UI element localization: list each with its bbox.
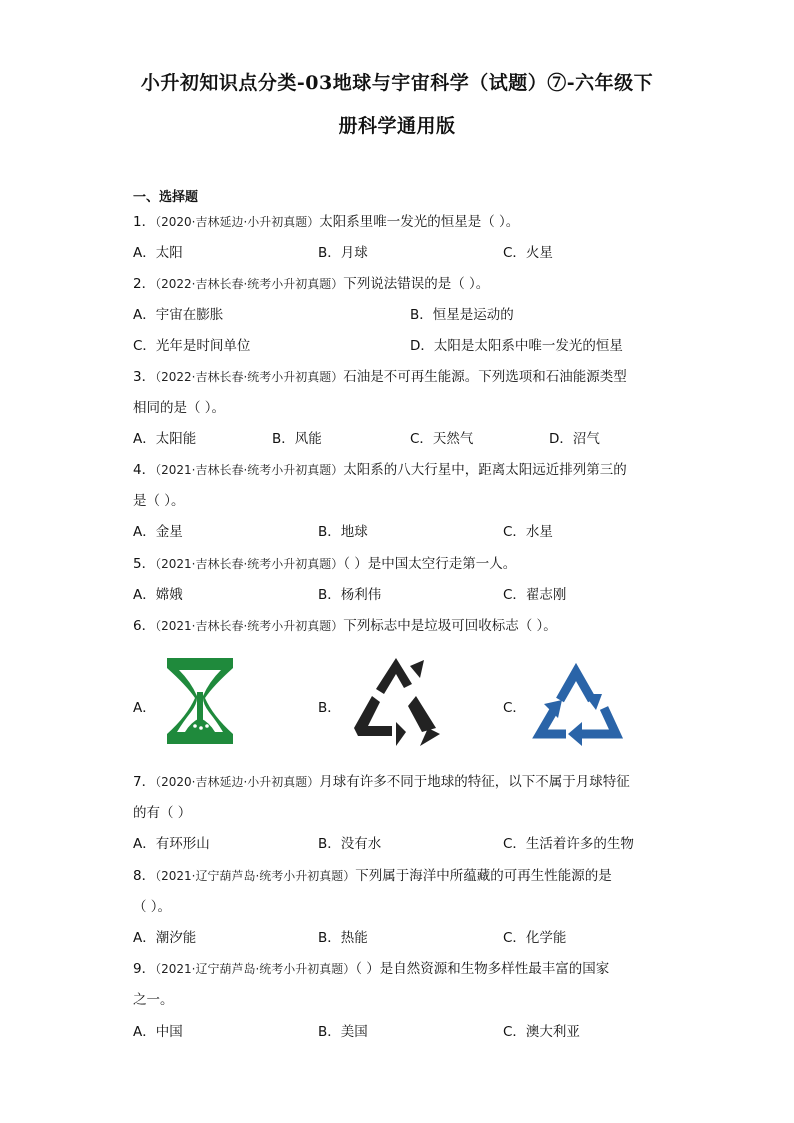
q2-option-c: C．光年是时间单位: [133, 338, 251, 354]
question-5: [133, 554, 516, 574]
q3-option-b: B．风能: [272, 431, 322, 447]
question-4-continued: 是（ ）。: [133, 493, 185, 509]
q6-option-a: A．: [133, 700, 156, 716]
question-text: 下列属于海洋中所蕴藏的可再生性能源的是: [355, 868, 612, 884]
q7-option-a: A．有环形山: [133, 836, 210, 852]
question-text: 下列说法错误的是（ ）。: [343, 276, 490, 292]
q7-option-c: C．生活着许多的生物: [503, 836, 634, 852]
question-number: 3．: [133, 369, 156, 385]
question-9: [133, 959, 609, 979]
question-8-continued: （ ）。: [133, 899, 172, 915]
question-number: 9．: [133, 961, 156, 977]
q1-option-c: C．火星: [503, 245, 553, 261]
question-source: （2020·吉林延边·小升初真题）: [155, 215, 320, 229]
q5-option-b: B．杨利伟: [318, 587, 382, 603]
q3-option-a: A．太阳能: [133, 431, 197, 447]
q1-option-b: B．月球: [318, 245, 368, 261]
question-text: 下列标志中是垃圾可回收标志（ ）。: [343, 618, 557, 634]
q8-option-b: B．热能: [318, 930, 368, 946]
question-source: （2022·吉林长春·统考小升初真题）: [155, 370, 344, 384]
q6-option-c: C．: [503, 700, 526, 716]
question-text: 太阳系里唯一发光的恒星是（ ）。: [319, 214, 520, 230]
question-3: [133, 367, 627, 387]
question-text: 月球有许多不同于地球的特征，以下不属于月球特征: [319, 774, 630, 790]
q2-option-b: B．恒星是运动的: [410, 307, 514, 323]
question-2: [133, 274, 489, 294]
page-title-line2: 册科学通用版: [338, 115, 456, 137]
q9-option-a: A．中国: [133, 1024, 183, 1040]
q3-option-d: D．沼气: [549, 431, 600, 447]
black-recycle-icon: [350, 656, 442, 748]
question-number: 4．: [133, 462, 156, 478]
question-number: 2．: [133, 276, 156, 292]
question-3-continued: 相同的是（ ）。: [133, 400, 226, 416]
question-source: （2021·吉林长春·统考小升初真题）: [155, 463, 344, 477]
question-7: [133, 772, 630, 792]
question-number: 5．: [133, 556, 156, 572]
q2-option-a: A．宇宙在膨胀: [133, 307, 224, 323]
blue-recycle-icon: [530, 660, 628, 750]
q3-option-c: C．天然气: [410, 431, 474, 447]
q4-option-a: A．金星: [133, 524, 183, 540]
q7-option-b: B．没有水: [318, 836, 382, 852]
q5-option-a: A．嫦娥: [133, 587, 183, 603]
question-source: （2020·吉林延边·小升初真题）: [155, 775, 320, 789]
question-text: 太阳系的八大行星中，距离太阳远近排列第三的: [343, 462, 627, 478]
question-9-continued: 之一。: [133, 992, 174, 1008]
section-heading: 一、选择题: [133, 190, 199, 205]
question-number: 6．: [133, 618, 156, 634]
question-6: [133, 616, 557, 636]
q9-option-b: B．美国: [318, 1024, 368, 1040]
question-source: （2021·辽宁葫芦岛·统考小升初真题）: [155, 962, 356, 976]
q4-option-c: C．水星: [503, 524, 553, 540]
q4-option-b: B．地球: [318, 524, 368, 540]
question-8: [133, 866, 612, 886]
question-text: （ ）是中国太空行走第一人。: [343, 556, 517, 572]
page-title-line1: 小升初知识点分类-03地球与宇宙科学（试题）⑦-六年级下: [140, 72, 654, 94]
question-source: （2021·吉林长春·统考小升初真题）: [155, 619, 344, 633]
q2-option-d: D．太阳是太阳系中唯一发光的恒星: [410, 338, 623, 354]
question-number: 8．: [133, 868, 156, 884]
question-4: [133, 460, 627, 480]
q1-option-a: A．太阳: [133, 245, 183, 261]
question-source: （2021·辽宁葫芦岛·统考小升初真题）: [155, 869, 356, 883]
question-text: 石油是不可再生能源。下列选项和石油能源类型: [343, 369, 627, 385]
q8-option-c: C．化学能: [503, 930, 567, 946]
question-number: 1．: [133, 214, 156, 230]
question-text: （ ）是自然资源和生物多样性最丰富的国家: [355, 961, 610, 977]
question-source: （2021·吉林长春·统考小升初真题）: [155, 557, 344, 571]
q6-option-b: B．: [318, 700, 341, 716]
hourglass-recycle-icon: [165, 656, 235, 746]
question-source: （2022·吉林长春·统考小升初真题）: [155, 277, 344, 291]
question-1: [133, 212, 519, 232]
q8-option-a: A．潮汐能: [133, 930, 197, 946]
question-number: 7．: [133, 774, 156, 790]
question-7-continued: 的有（ ）: [133, 805, 192, 821]
q9-option-c: C．澳大利亚: [503, 1024, 580, 1040]
q5-option-c: C．翟志刚: [503, 587, 567, 603]
